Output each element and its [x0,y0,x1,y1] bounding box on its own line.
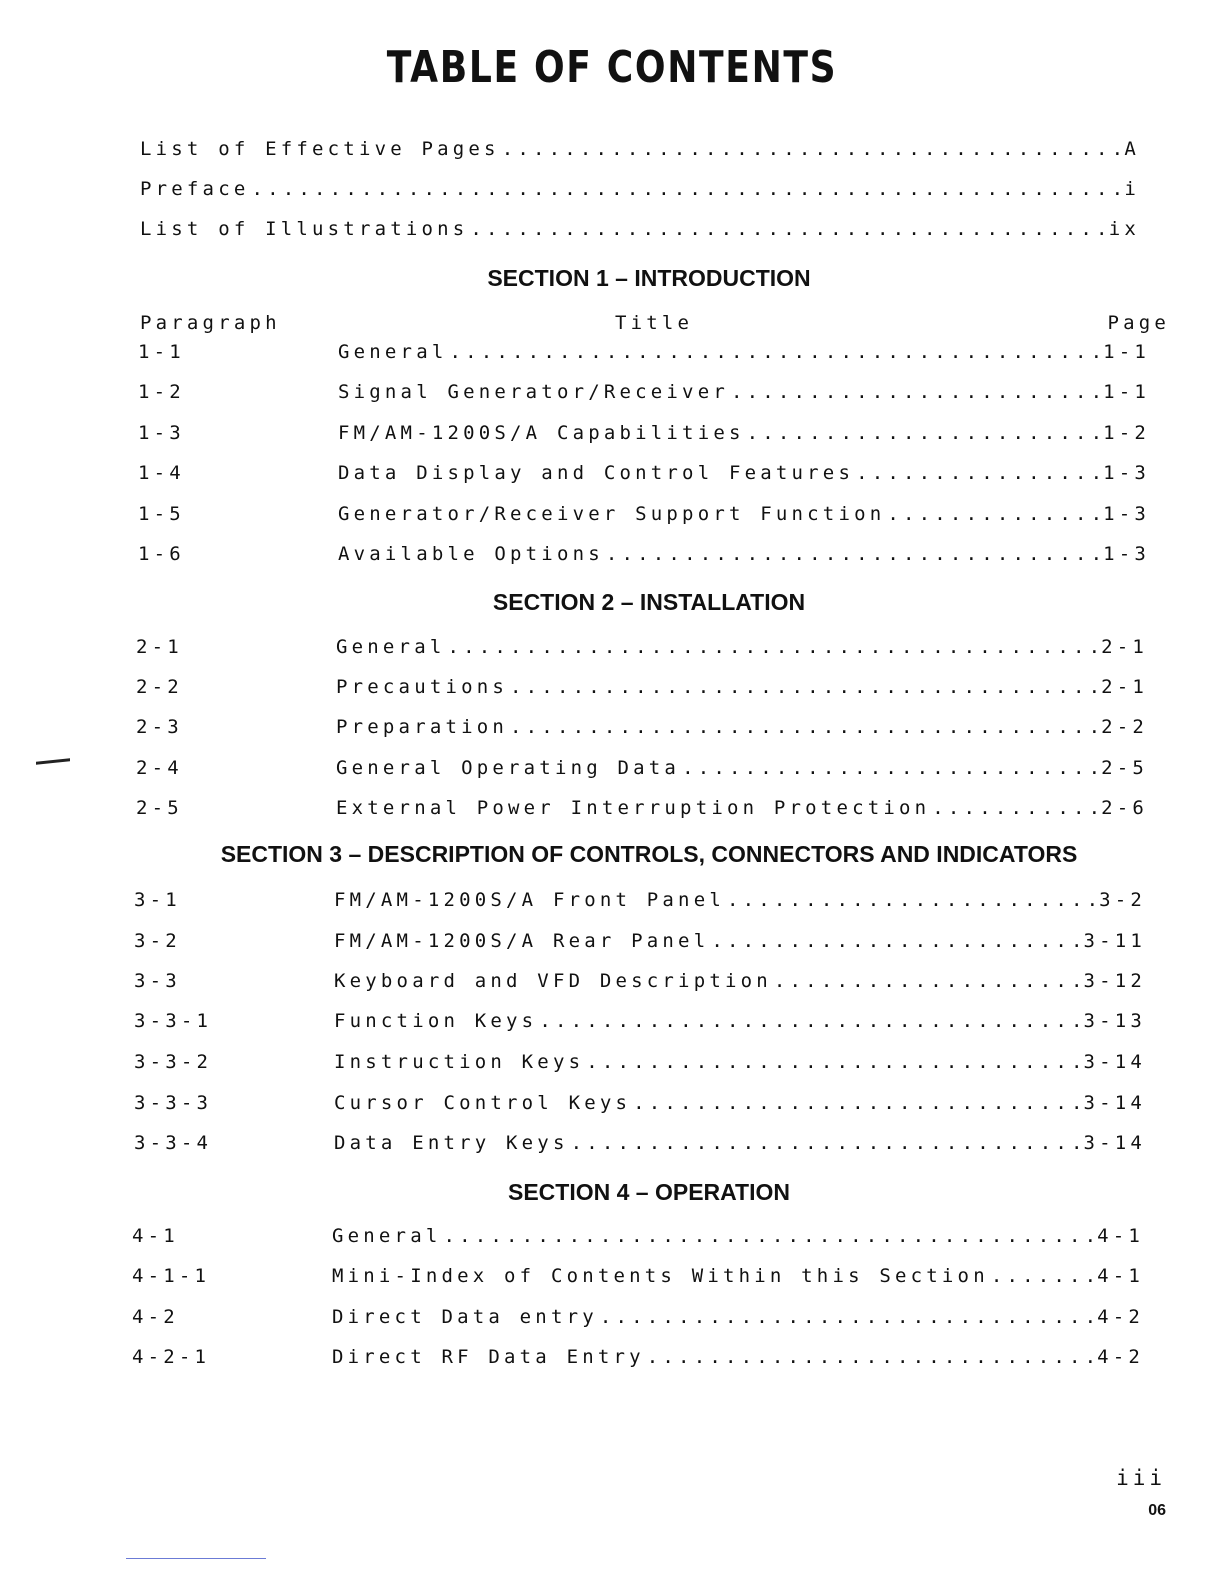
toc-entry-page: 3-14 [1083,1092,1146,1114]
paragraph-number: 2-2 [136,676,183,698]
toc-entry-title: Cursor Control Keys [334,1092,632,1114]
toc-entry[interactable] [132,1306,1144,1332]
toc-entry-page: 3-14 [1083,1132,1146,1154]
toc-entry[interactable] [138,462,1150,488]
toc-entry-title: Precautions [336,676,509,698]
toc-entry-title: Data Display and Control Features [338,462,855,484]
toc-entry-title: Direct RF Data Entry [332,1346,645,1368]
margin-mark [36,758,70,765]
page-title: TABLE OF CONTENTS [386,42,838,93]
toc-entry-page: 4-1 [1097,1225,1144,1247]
toc-entry-illustrations[interactable] [140,218,1140,244]
toc-entry[interactable] [132,1265,1144,1291]
toc-entry-page: 2-6 [1101,797,1148,819]
paragraph-number: 3-3-3 [134,1092,213,1114]
toc-entry-page: 1-1 [1103,381,1150,403]
paragraph-number: 1-6 [138,543,185,565]
toc-entry-title: Data Entry Keys [334,1132,569,1154]
toc-entry-page: 3-13 [1083,1010,1146,1032]
toc-entry[interactable] [136,636,1148,662]
leader-dots [470,218,1106,240]
leader-dots [443,1225,1095,1247]
toc-entry-page: 3-11 [1083,930,1146,952]
toc-entry-page: 2-2 [1101,716,1148,738]
paragraph-number: 1-4 [138,462,185,484]
section-heading: SECTION 4 – OPERATION [507,1179,790,1205]
toc-entry-effective-pages[interactable] [140,138,1140,164]
divider [126,1558,266,1559]
leader-dots [991,1265,1095,1287]
toc-entry-title: FM/AM-1200S/A Rear Panel [334,930,710,952]
paragraph-number: 4-2-1 [132,1346,211,1368]
toc-entry-title: Keyboard and VFD Description [334,970,772,992]
toc-entry[interactable] [134,1010,1146,1036]
paragraph-number: 2-3 [136,716,183,738]
paragraph-number: 1-2 [138,381,185,403]
paragraph-number: 4-2 [132,1306,179,1328]
paragraph-number: 3-3-2 [134,1051,213,1073]
toc-entry-title: Instruction Keys [334,1051,585,1073]
toc-entry[interactable] [134,930,1146,956]
page-number: iii [1116,1466,1166,1490]
toc-entry[interactable] [136,757,1148,783]
leader-dots [774,970,1082,992]
leader-dots [510,716,1099,738]
toc-entry[interactable] [136,716,1148,742]
toc-entry[interactable] [138,341,1150,367]
toc-entry[interactable] [132,1225,1144,1251]
toc-entry-title: General [336,636,446,658]
paragraph-number: 3-3-4 [134,1132,213,1154]
toc-entry-page: 2-5 [1101,757,1148,779]
toc-entry-title: FM/AM-1200S/A Front Panel [334,889,725,911]
toc-entry[interactable] [134,1132,1146,1158]
toc-entry-title: Mini-Index of Contents Within this Section [332,1265,989,1287]
toc-entry[interactable] [136,676,1148,702]
toc-entry-page: 2-1 [1101,676,1148,698]
leader-dots [606,543,1101,565]
toc-entry-page: 1-2 [1103,422,1150,444]
leader-dots [251,178,1122,200]
leader-dots [586,1051,1081,1073]
toc-entry[interactable] [134,1051,1146,1077]
toc-entry-title: Preface [140,178,250,200]
paragraph-number: 4-1 [132,1225,179,1247]
paragraph-number: 2-5 [136,797,183,819]
paragraph-number: 1-3 [138,422,185,444]
toc-entry-page: i [1124,178,1140,200]
toc-entry-page: 3-2 [1099,889,1146,911]
toc-entry-title: General [338,341,448,363]
toc-entry-title: Signal Generator/Receiver [338,381,729,403]
revision-number: 06 [1148,1502,1166,1519]
leader-dots [747,422,1101,444]
paragraph-number: 2-1 [136,636,183,658]
toc-entry-title: General [332,1225,442,1247]
paragraph-number: 4-1-1 [132,1265,211,1287]
leader-dots [682,757,1099,779]
toc-entry-page: 3-14 [1083,1051,1146,1073]
paragraph-number: 1-1 [138,341,185,363]
toc-entry-title: Preparation [336,716,509,738]
toc-entry[interactable] [134,889,1146,915]
leader-dots [731,381,1101,403]
paragraph-number: 3-3 [134,970,181,992]
toc-entry-title: Available Options [338,543,604,565]
leader-dots [856,462,1101,484]
toc-entry[interactable] [138,422,1150,448]
leader-dots [887,503,1101,525]
leader-dots [502,138,1123,160]
leader-dots [571,1132,1082,1154]
toc-entry-title: External Power Interruption Protection [336,797,931,819]
toc-entry[interactable] [138,503,1150,529]
leader-dots [600,1306,1095,1328]
toc-entry-page: 1-3 [1103,462,1150,484]
leader-dots [447,636,1099,658]
toc-entry[interactable] [134,970,1146,996]
toc-entry-page: 1-1 [1103,341,1150,363]
toc-entry-title: List of Effective Pages [140,138,500,160]
toc-entry-page: 4-2 [1097,1306,1144,1328]
toc-entry-page: 4-2 [1097,1346,1144,1368]
paragraph-number: 3-1 [134,889,181,911]
section-heading: SECTION 1 – INTRODUCTION [487,265,811,291]
toc-entry-page: A [1124,138,1140,160]
toc-entry-page: 4-1 [1097,1265,1144,1287]
leader-dots [647,1346,1095,1368]
paragraph-number: 2-4 [136,757,183,779]
toc-entry-title: Function Keys [334,1010,538,1032]
toc-entry-title: FM/AM-1200S/A Capabilities [338,422,745,444]
toc-entry[interactable] [138,543,1150,569]
paragraph-number: 3-3-1 [134,1010,213,1032]
toc-entry-title: Direct Data entry [332,1306,598,1328]
leader-dots [727,889,1097,911]
page-header: Page [1107,312,1170,334]
paragraph-number: 1-5 [138,503,185,525]
toc-entry-preface[interactable] [140,178,1140,204]
toc-entry[interactable] [134,1092,1146,1118]
leader-dots [449,341,1101,363]
paragraph-number: 3-2 [134,930,181,952]
toc-entry-page: 1-3 [1103,543,1150,565]
leader-dots [510,676,1099,698]
leader-dots [539,1010,1081,1032]
toc-entry-title: List of Illustrations [140,218,469,240]
toc-entry-title: General Operating Data [336,757,681,779]
leader-dots [633,1092,1081,1114]
leader-dots [932,797,1099,819]
title-header: Title [615,312,694,334]
toc-entry[interactable] [136,797,1148,823]
section-heading: SECTION 2 – INSTALLATION [492,589,806,615]
toc-entry-page: ix [1108,218,1140,240]
paragraph-header: Paragraph [140,312,281,334]
toc-entry-page: 2-1 [1101,636,1148,658]
toc-entry[interactable] [138,381,1150,407]
toc-entry-title: Generator/Receiver Support Function [338,503,886,525]
section-heading: SECTION 3 – DESCRIPTION OF CONTROLS, CONNECTORS AND INDICATORS [220,841,1078,867]
toc-entry-page: 1-3 [1103,503,1150,525]
toc-entry[interactable] [132,1346,1144,1372]
column-headers [140,312,1170,338]
leader-dots [711,930,1081,952]
toc-entry-page: 3-12 [1083,970,1146,992]
